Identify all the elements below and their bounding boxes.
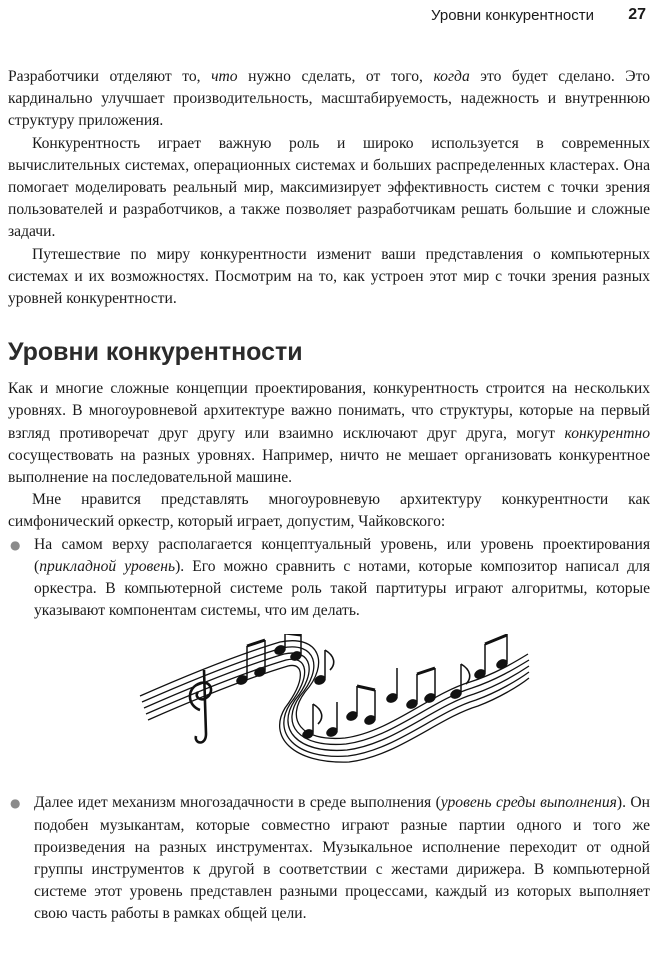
list-item: ● На самом верху располагается концептуальный уровень, или уровень проектирования (прикладной уровень). Его можно сравнить с нотами, которые композитор написал для оркестра. В компьютерной системе роль такой партитуры играют алгоритмы, которые указывают компонентам системы, что им делать. xyxy=(10,535,651,620)
levels-list xyxy=(8,534,650,623)
section-paragraph-2: Мне нравится представлять многоуровневую архитектуру конкурентности как симфонический оркестр, который играет, допустим, Чайковского: xyxy=(8,491,650,531)
bullet-icon: ● xyxy=(10,537,21,552)
running-title: Уровни конкурентности xyxy=(431,7,594,24)
music-notes-figure xyxy=(8,628,650,782)
intro-paragraph-2: Конкурентность играет важную роль и широко используется в современных вычислительных системах, операционных системах и больших распределенных кластерах. Она помогает моделировать реальный мир, максимизирует эффективность систем с точки зрения пользователей и разработчиков, а также позволяет разработчикам решать большие и сложные задачи. xyxy=(8,134,650,241)
emphasis-what: что xyxy=(211,68,238,85)
intro-paragraph-3: Путешествие по миру конкурентности изменит ваши представления о компьютерных системах и их возможностях. Посмотрим на то, как устроен этот мир с точки зрения разных уровней конкурентности. xyxy=(8,245,650,308)
section-heading: Уровни конкурентности xyxy=(8,338,303,367)
list-item: ● Далее идет механизм многозадачности в среде выполнения (уровень среды выполнения). Он подобен музыкантам, которые совместно играют разные партии одного и того же произведения на разных инструментах. Музыкальное исполнение переходит от одной группы инструментов к другой в соответствии с жестами дирижера. В компьютерной системе этот уровень представлен разными процессами, каждый из которых выполняет свою часть работы в рамках общей цели. xyxy=(10,794,650,923)
bullet-icon: ● xyxy=(10,796,21,811)
section-paragraph-1: Как и многие сложные концепции проектирования, конкурентность строится на нескольких уровнях. В многоуровневой архитектуре важно понимать, что структуры, которые на первый взгляд противоречат друг другу или взаимно исключают друг друга, могут конкурентно сосуществовать на разных уровнях. Например, ничто не мешает организовать конкурентное выполнение на последовательной машине. xyxy=(8,380,650,487)
music-notes-staff-icon xyxy=(130,634,530,764)
page-body xyxy=(8,66,650,926)
levels-list-continued xyxy=(8,792,650,925)
intro-paragraph-1: Разработчики отделяют то, что нужно сделать, от того, когда это будет сделано. Это кардинально улучшает производительность, масштабируемость, надежность и внутреннюю структуру приложения. xyxy=(8,68,650,130)
page-header xyxy=(0,6,656,28)
emphasis-when: когда xyxy=(433,68,470,85)
page-number: 27 xyxy=(628,6,646,23)
emphasis-concurrently: конкурентно xyxy=(564,424,650,442)
